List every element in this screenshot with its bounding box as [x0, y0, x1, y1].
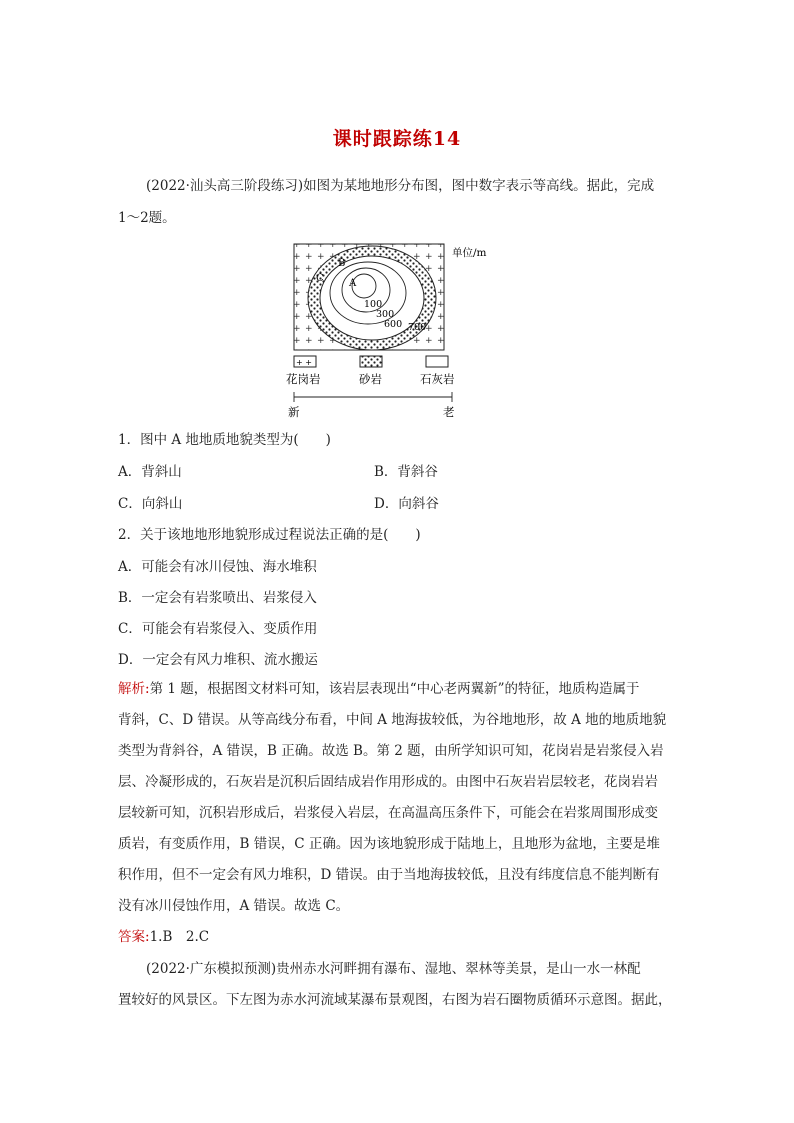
analysis-line-8: 没有冰川侵蚀作用，A 错误。故选 C。 — [118, 898, 350, 914]
intro-line-1: (2022·汕头高三阶段练习)如图为某地地形分布图，图中数字表示等高线。据此，完成 — [146, 178, 655, 194]
point-label-b: B — [338, 258, 346, 269]
terrain-figure — [280, 238, 510, 420]
legend-label-sandstone: 砂岩 — [359, 372, 382, 386]
analysis-line-7: 积作用，但不一定会有风力堆积，D 错误。由于当地海拔较低，且没有纬度信息不能判断有 — [118, 867, 660, 883]
q2-option-a: A．可能会有冰川侵蚀、海水堆积 — [118, 559, 317, 575]
analysis-line-1: 解析:第 1 题，根据图文材料可知，该岩层表现出“中心老两翼新”的特征，地质构造属于 — [118, 681, 640, 697]
age-label-old: 老 — [443, 405, 455, 419]
q2-option-d: D．一定会有风力堆积、流水搬运 — [118, 652, 318, 668]
q2-option-b: B．一定会有岩浆喷出、岩浆侵入 — [118, 590, 317, 606]
answer-text: 1.B 2.C — [149, 929, 210, 945]
analysis-line-6: 质岩，有变质作用，B 错误，C 正确。因为该地貌形成于陆地上，且地形为盆地，主要是堆 — [118, 836, 660, 852]
analysis-line-5: 层较新可知，沉积岩形成后，岩浆侵入岩层，在高温高压条件下，可能会在岩浆周围形成变 — [118, 805, 658, 821]
q2-stem: 2．关于该地地形地貌形成过程说法正确的是( ) — [118, 527, 421, 543]
contour-label-300: 300 — [376, 309, 395, 320]
intro-line-2: 1～2题。 — [118, 210, 176, 226]
next-line-2: 置较好的风景区。下左图为赤水河流域某瀑布景观图，右图为岩石圈物质循环示意图。据此， — [118, 992, 672, 1008]
q1-stem: 1．图中 A 地地质地貌类型为( ) — [118, 432, 331, 448]
answer-label: 答案: — [118, 929, 150, 945]
analysis-label: 解析: — [118, 681, 150, 697]
q1-option-a: A．背斜山 — [118, 464, 182, 480]
analysis-block — [118, 674, 678, 922]
legend-swatch-limestone — [426, 356, 448, 367]
analysis-line-4: 层、冷凝形成的，石灰岩是沉积后固结成岩作用形成的。由图中石灰岩岩层较老，花岗岩岩 — [118, 774, 658, 790]
point-label-a: A — [349, 278, 357, 289]
next-line-1: (2022·广东模拟预测)贵州赤水河畔拥有瀑布、湿地、翠林等美景，是山一水一林配 — [146, 961, 641, 977]
analysis-line-2: 背斜，C、D 错误。从等高线分布看，中间 A 地海拔较低，为谷地地形，故 A 地的地质地貌 — [118, 712, 667, 728]
analysis-line-3: 类型为背斜谷，A 错误，B 正确。故选 B。第 2 题，由所学知识可知，花岗岩是岩浆侵入岩 — [118, 743, 664, 759]
legend-label-granite: 花岗岩 — [286, 372, 321, 386]
q1-option-b: B．背斜谷 — [374, 464, 438, 480]
contour-label-100: 100 — [364, 299, 383, 310]
q1-option-d: D．向斜谷 — [374, 496, 439, 512]
answer-line — [118, 922, 678, 953]
q2-option-c: C．可能会有岩浆侵入、变质作用 — [118, 621, 318, 637]
legend-label-limestone: 石灰岩 — [420, 372, 455, 386]
legend-granite-mark: + + — [296, 358, 312, 367]
legend-swatch-sandstone — [360, 356, 382, 367]
contour-label-600: 600 — [384, 319, 403, 330]
contour-label-700: 700 — [408, 322, 427, 333]
point-label-c: C — [316, 273, 324, 284]
age-label-new: 新 — [288, 405, 300, 419]
page-title: 课时跟踪练14 — [332, 128, 462, 150]
q1-option-c: C．向斜山 — [118, 496, 183, 512]
unit-label: 单位/m — [452, 247, 487, 259]
